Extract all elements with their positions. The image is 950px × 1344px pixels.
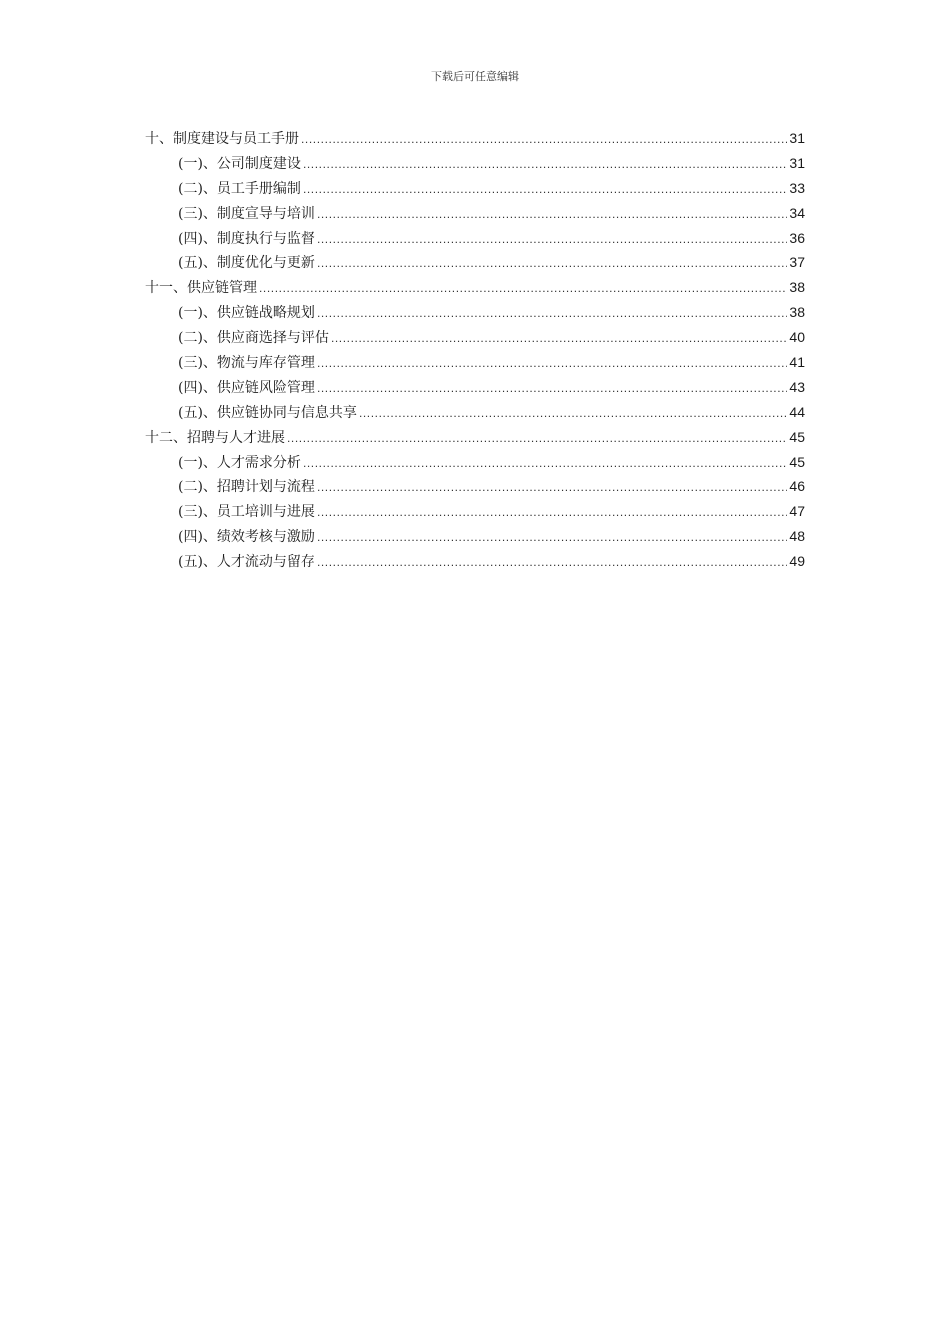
toc-entry[interactable] xyxy=(145,501,805,526)
toc-dot-leader xyxy=(303,157,787,171)
toc-entry-page: 44 xyxy=(789,403,805,420)
toc-entry-page: 49 xyxy=(789,553,805,570)
toc-entry-title: (五)、制度优化与更新 xyxy=(178,255,315,272)
toc-entry[interactable] xyxy=(145,377,805,402)
toc-entry-title: (二)、供应商选择与评估 xyxy=(178,330,329,347)
toc-entry[interactable] xyxy=(145,128,805,153)
toc-entry[interactable] xyxy=(145,178,805,203)
toc-entry-title: 十、制度建设与员工手册 xyxy=(145,131,299,147)
toc-entry-title: (四)、绩效考核与激励 xyxy=(178,529,315,546)
toc-entry-page: 37 xyxy=(789,254,805,271)
toc-entry-title: (三)、物流与库存管理 xyxy=(178,355,315,372)
toc-dot-leader xyxy=(317,505,787,519)
toc-dot-leader xyxy=(317,555,787,569)
toc-dot-leader xyxy=(303,182,787,196)
toc-dot-leader xyxy=(317,207,787,221)
toc-dot-leader xyxy=(317,530,787,544)
toc-entry-title: (一)、人才需求分析 xyxy=(178,454,301,471)
toc-dot-leader xyxy=(301,132,787,146)
toc-dot-leader xyxy=(287,431,787,445)
toc-entry[interactable] xyxy=(145,228,805,253)
toc-dot-leader xyxy=(359,406,787,420)
page-header: 下载后可任意编辑 xyxy=(431,70,519,83)
table-of-contents xyxy=(145,128,805,576)
toc-dot-leader xyxy=(259,281,787,295)
toc-entry[interactable] xyxy=(145,203,805,228)
toc-entry-page: 45 xyxy=(789,453,805,470)
toc-entry-title: (四)、制度执行与监督 xyxy=(178,230,315,247)
toc-entry-page: 33 xyxy=(789,179,805,196)
toc-entry[interactable] xyxy=(145,551,805,576)
toc-entry-title: (三)、员工培训与进展 xyxy=(178,504,315,521)
toc-dot-leader xyxy=(317,381,787,395)
toc-entry[interactable] xyxy=(145,526,805,551)
toc-dot-leader xyxy=(317,356,787,370)
toc-entry[interactable] xyxy=(145,153,805,178)
toc-entry-title: (二)、员工手册编制 xyxy=(178,180,301,197)
toc-entry-title: (五)、供应链协同与信息共享 xyxy=(178,404,357,421)
toc-dot-leader xyxy=(303,456,787,470)
toc-entry[interactable] xyxy=(145,327,805,352)
toc-entry-page: 48 xyxy=(789,528,805,545)
toc-entry-title: (一)、公司制度建设 xyxy=(178,155,301,172)
toc-entry-title: (二)、招聘计划与流程 xyxy=(178,479,315,496)
toc-entry-page: 38 xyxy=(789,279,805,296)
toc-dot-leader xyxy=(317,256,787,270)
toc-entry-page: 41 xyxy=(789,354,805,371)
toc-dot-leader xyxy=(317,306,787,320)
toc-entry-page: 31 xyxy=(789,154,805,171)
toc-entry-page: 36 xyxy=(789,229,805,246)
toc-dot-leader xyxy=(317,480,787,494)
toc-entry-page: 47 xyxy=(789,503,805,520)
toc-entry-title: (四)、供应链风险管理 xyxy=(178,379,315,396)
toc-entry-title: (一)、供应链战略规划 xyxy=(178,305,315,322)
toc-dot-leader xyxy=(317,232,787,246)
toc-dot-leader xyxy=(331,331,787,345)
toc-entry-title: (三)、制度宣导与培训 xyxy=(178,205,315,222)
toc-entry-page: 45 xyxy=(789,428,805,445)
toc-entry-page: 34 xyxy=(789,204,805,221)
toc-entry[interactable] xyxy=(145,402,805,427)
toc-entry-title: (五)、人才流动与留存 xyxy=(178,554,315,571)
toc-entry-title: 十一、供应链管理 xyxy=(145,280,257,297)
toc-entry[interactable] xyxy=(145,252,805,277)
toc-entry-page: 46 xyxy=(789,478,805,495)
toc-entry-page: 38 xyxy=(789,304,805,321)
toc-entry-page: 40 xyxy=(789,329,805,346)
toc-entry[interactable] xyxy=(145,277,805,302)
toc-entry-page: 31 xyxy=(789,130,805,146)
toc-entry[interactable] xyxy=(145,302,805,327)
toc-entry[interactable] xyxy=(145,452,805,477)
toc-entry[interactable] xyxy=(145,427,805,452)
toc-entry-title: 十二、招聘与人才进展 xyxy=(145,429,285,446)
toc-entry[interactable] xyxy=(145,352,805,377)
toc-entry-page: 43 xyxy=(789,378,805,395)
toc-entry[interactable] xyxy=(145,476,805,501)
